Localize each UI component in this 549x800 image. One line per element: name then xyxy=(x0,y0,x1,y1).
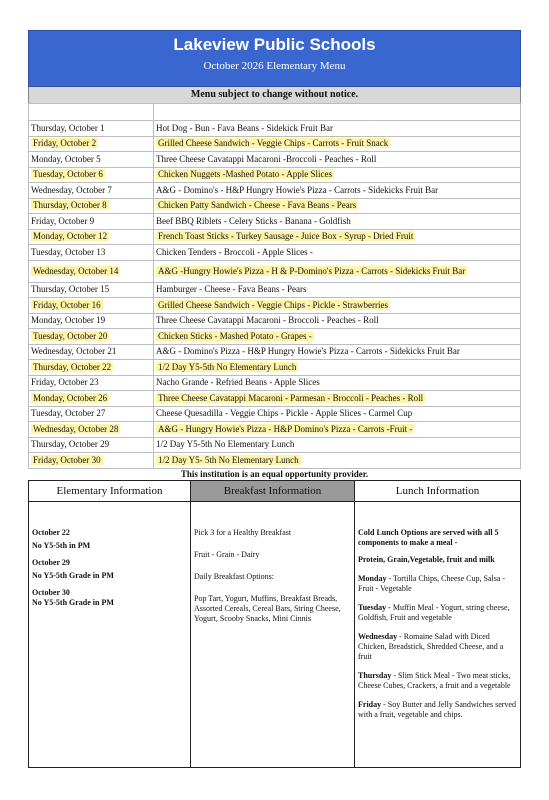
menu-date-cell xyxy=(29,329,154,345)
menu-items-cell xyxy=(154,453,521,469)
menu-items-cell xyxy=(154,391,521,407)
breakfast-components-text: Fruit - Grain - Dairy xyxy=(194,549,260,559)
menu-items-cell xyxy=(154,360,521,376)
lunch-day-text: - Romaine Salad with Diced Chicken, Breadstick, Shredded Cheese, and a fruit xyxy=(358,631,504,661)
menu-date: Tuesday, October 13 xyxy=(31,246,106,257)
menu-items-cell xyxy=(154,167,521,183)
menu-items: Chicken Sticks - Mashed Potato - Grapes - xyxy=(158,330,312,341)
menu-date: Friday, October 23 xyxy=(31,377,99,388)
menu-date: Wednesday, October 14 xyxy=(33,265,119,276)
menu-date-cell xyxy=(29,406,154,422)
menu-row xyxy=(29,229,521,245)
menu-items: Cheese Quesadilla - Veggie Chips - Pickle - Apple Slices - Carmel Cup xyxy=(156,408,413,419)
menu-date: Friday, October 30 xyxy=(33,454,101,465)
menu-date: Tuesday, October 27 xyxy=(31,408,106,419)
lunch-day-text: - Soy Butter and Jelly Sandwiches served with a fruit, vegetable and chips. xyxy=(358,699,516,719)
lunch-day-monday xyxy=(358,574,517,594)
menu-row xyxy=(29,391,521,407)
menu-items: Three Cheese Cavatappi Macaroni -Broccoli - Peaches - Roll xyxy=(156,153,377,164)
menu-items: 1/2 Day Y5- 5th No Elementary Lunch xyxy=(158,454,299,465)
table-spacer-row xyxy=(29,104,521,121)
menu-items: Chicken Tenders - Broccoli - Apple Slices - xyxy=(156,246,313,257)
menu-date-cell xyxy=(29,422,154,438)
menu-items-cell xyxy=(154,121,521,137)
lunch-day-thursday xyxy=(358,671,517,691)
menu-date: Thursday, October 22 xyxy=(33,361,112,372)
menu-items-cell xyxy=(154,183,521,199)
school-name: Lakeview Public Schools xyxy=(173,35,376,54)
menu-date: Tuesday, October 20 xyxy=(33,330,108,341)
elementary-note: October 29 xyxy=(32,557,70,567)
menu-items-cell xyxy=(154,136,521,152)
menu-date-cell xyxy=(29,437,154,453)
menu-date: Tuesday, October 6 xyxy=(33,169,103,180)
menu-items-cell xyxy=(154,298,521,314)
menu-items-cell xyxy=(154,282,521,298)
menu-items: French Toast Sticks - Turkey Sausage - Juice Box - Syrup - Dried Fruit xyxy=(158,231,414,242)
menu-items: 1/2 Day Y5-5th No Elementary Lunch xyxy=(156,439,295,450)
elementary-note: No Y5-5th in PM xyxy=(32,540,91,550)
menu-row xyxy=(29,183,521,199)
menu-row xyxy=(29,136,521,152)
menu-row xyxy=(29,453,521,469)
menu-items: Grilled Cheese Sandwich - Veggie Chips - Pickle - Strawberries xyxy=(158,299,389,310)
lunch-intro: Cold Lunch Options are served with all 5 components to make a meal - xyxy=(358,527,499,547)
menu-row xyxy=(29,313,521,329)
menu-items: A&G - Hungry Howie's Pizza - H&P Domino's Pizza - Carrots -Fruit - xyxy=(158,423,413,434)
menu-items-cell xyxy=(154,344,521,360)
menu-items: Hamburger - Cheese - Fava Beans - Pears xyxy=(156,284,307,295)
lunch-day-label: Tuesday xyxy=(358,602,387,612)
menu-row xyxy=(29,198,521,214)
menu-date: Friday, October 2 xyxy=(33,138,97,149)
menu-date: Friday, October 9 xyxy=(31,215,95,226)
breakfast-pick-text: Pick 3 for a Healthy Breakfast xyxy=(194,527,292,537)
header-banner xyxy=(28,30,521,87)
menu-date-cell xyxy=(29,183,154,199)
menu-items: Hot Dog - Bun - Fava Beans - Sidekick Fruit Bar xyxy=(156,122,333,133)
lunch-info-body xyxy=(355,502,520,720)
menu-date: Wednesday, October 21 xyxy=(31,346,117,357)
menu-items-cell xyxy=(154,313,521,329)
menu-row xyxy=(29,406,521,422)
menu-date: Thursday, October 8 xyxy=(33,200,107,211)
menu-row xyxy=(29,344,521,360)
menu-date: Wednesday, October 7 xyxy=(31,184,112,195)
lunch-day-text: - Muffin Meal - Yogurt, string cheese, Goldfish, Fruit and vegetable xyxy=(358,602,510,622)
menu-items: Beef BBQ Riblets - Celery Sticks - Banana - Goldfish xyxy=(156,215,351,226)
menu-date-cell xyxy=(29,260,154,282)
menu-items: A&G -Hungry Howie's Pizza - H & P-Domino's Pizza - Carrots - Sidekicks Fruit Bar xyxy=(158,265,466,276)
menu-date-cell xyxy=(29,453,154,469)
menu-row xyxy=(29,214,521,230)
menu-date-cell xyxy=(29,391,154,407)
menu-items-cell xyxy=(154,214,521,230)
menu-items-cell xyxy=(154,437,521,453)
menu-row xyxy=(29,437,521,453)
elementary-note: No Y5-5th Grade in PM xyxy=(32,597,114,607)
lunch-day-wednesday xyxy=(358,632,517,662)
menu-date: Thursday, October 1 xyxy=(31,122,105,133)
menu-items-cell xyxy=(154,260,521,282)
menu-row xyxy=(29,375,521,391)
lunch-day-label: Thursday xyxy=(358,670,392,680)
menu-items-cell xyxy=(154,245,521,261)
breakfast-info-title: Breakfast Information xyxy=(191,481,354,502)
info-section xyxy=(28,480,521,768)
lunch-info-title: Lunch Information xyxy=(355,481,520,502)
breakfast-info-column xyxy=(191,481,355,767)
menu-items: Three Cheese Cavatappi Macaroni - Parmesan - Broccoli - Peaches - Roll xyxy=(158,392,424,403)
elementary-info-body xyxy=(29,502,190,608)
lunch-day-friday xyxy=(358,700,517,720)
lunch-info-column xyxy=(355,481,520,767)
menu-items-cell xyxy=(154,422,521,438)
equal-opportunity-statement: This institution is an equal opportunity provider. xyxy=(180,468,369,479)
menu-items: Nacho Grande - Refried Beans - Apple Slices xyxy=(156,377,320,388)
menu-date-cell xyxy=(29,229,154,245)
menu-date-cell xyxy=(29,198,154,214)
lunch-day-tuesday xyxy=(358,603,517,623)
menu-date-cell xyxy=(29,344,154,360)
menu-items-cell xyxy=(154,375,521,391)
menu-date-cell xyxy=(29,313,154,329)
menu-items: Chicken Nuggets -Mashed Potato - Apple Slices xyxy=(158,169,332,180)
elementary-note: October 22 xyxy=(32,527,70,537)
menu-date-cell xyxy=(29,375,154,391)
menu-date-cell xyxy=(29,214,154,230)
menu-row xyxy=(29,245,521,261)
menu-row xyxy=(29,329,521,345)
menu-items: Grilled Cheese Sandwich - Veggie Chips - Carrots - Fruit Snack xyxy=(158,138,389,149)
lunch-day-label: Monday xyxy=(358,573,387,583)
menu-row xyxy=(29,282,521,298)
menu-date-cell xyxy=(29,282,154,298)
menu-page xyxy=(28,30,521,768)
change-notice: Menu subject to change without notice. xyxy=(28,87,521,103)
menu-date-cell xyxy=(29,152,154,168)
menu-row xyxy=(29,260,521,282)
menu-date: Monday, October 12 xyxy=(33,231,108,242)
menu-row xyxy=(29,360,521,376)
menu-date-cell xyxy=(29,360,154,376)
menu-items-cell xyxy=(154,406,521,422)
menu-items: Three Cheese Cavatappi Macaroni - Broccoli - Peaches - Roll xyxy=(156,315,379,326)
menu-row xyxy=(29,152,521,168)
breakfast-info-body xyxy=(191,502,354,624)
menu-date-cell xyxy=(29,298,154,314)
menu-date: Monday, October 26 xyxy=(33,392,108,403)
lunch-day-text: - Slim Stick Meal - Two meat sticks, Cheese Cubes, Crackers, a fruit and a vegetable xyxy=(358,670,511,690)
menu-items-cell xyxy=(154,152,521,168)
elementary-info-column xyxy=(29,481,191,767)
elementary-note: October 30 xyxy=(32,587,70,597)
menu-row xyxy=(29,167,521,183)
menu-date-cell xyxy=(29,136,154,152)
menu-items: Chicken Patty Sandwich - Cheese - Fava Beans - Pears xyxy=(158,200,357,211)
menu-date: Monday, October 19 xyxy=(31,315,106,326)
lunch-day-label: Friday xyxy=(358,699,382,709)
menu-row xyxy=(29,422,521,438)
lunch-day-text: - Tortilla Chips, Cheese Cup, Salsa - Fruit - Vegetable xyxy=(358,573,506,593)
menu-items: A&G - Domino's Pizza - H&P Hungry Howie's Pizza - Carrots - Sidekicks Fruit Bar xyxy=(156,346,460,357)
menu-items-cell xyxy=(154,229,521,245)
lunch-components: Protein, Grain,Vegetable, fruit and milk xyxy=(358,554,495,564)
menu-date: Thursday, October 29 xyxy=(31,439,110,450)
menu-table xyxy=(28,103,521,469)
menu-date-cell xyxy=(29,167,154,183)
menu-subtitle: October 2026 Elementary Menu xyxy=(203,60,346,72)
elementary-info-title: Elementary Information xyxy=(29,481,190,502)
menu-date: Wednesday, October 28 xyxy=(33,423,119,434)
menu-items-cell xyxy=(154,329,521,345)
menu-items: A&G - Domino's - H&P Hungry Howie's Pizza - Carrots - Sidekicks Fruit Bar xyxy=(156,184,439,195)
menu-date-cell xyxy=(29,121,154,137)
breakfast-options-list: Pop Tart, Yogurt, Muffins, Breakfast Breads, Assorted Cereals, Cereal Bars, String Cheese, Yogurt, Scooby Snacks, Mini Cinnis xyxy=(194,593,341,623)
breakfast-options-heading: Daily Breakfast Options: xyxy=(194,571,274,581)
menu-date-cell xyxy=(29,245,154,261)
menu-date: Monday, October 5 xyxy=(31,153,101,164)
elementary-note: No Y5-5th Grade in PM xyxy=(32,570,114,580)
menu-date: Friday, October 16 xyxy=(33,299,101,310)
menu-items: 1/2 Day Y5-5th No Elementary Lunch xyxy=(158,361,297,372)
menu-date: Thursday, October 15 xyxy=(31,284,110,295)
menu-row xyxy=(29,121,521,137)
menu-items-cell xyxy=(154,198,521,214)
lunch-day-label: Wednesday xyxy=(358,631,398,641)
menu-row xyxy=(29,298,521,314)
